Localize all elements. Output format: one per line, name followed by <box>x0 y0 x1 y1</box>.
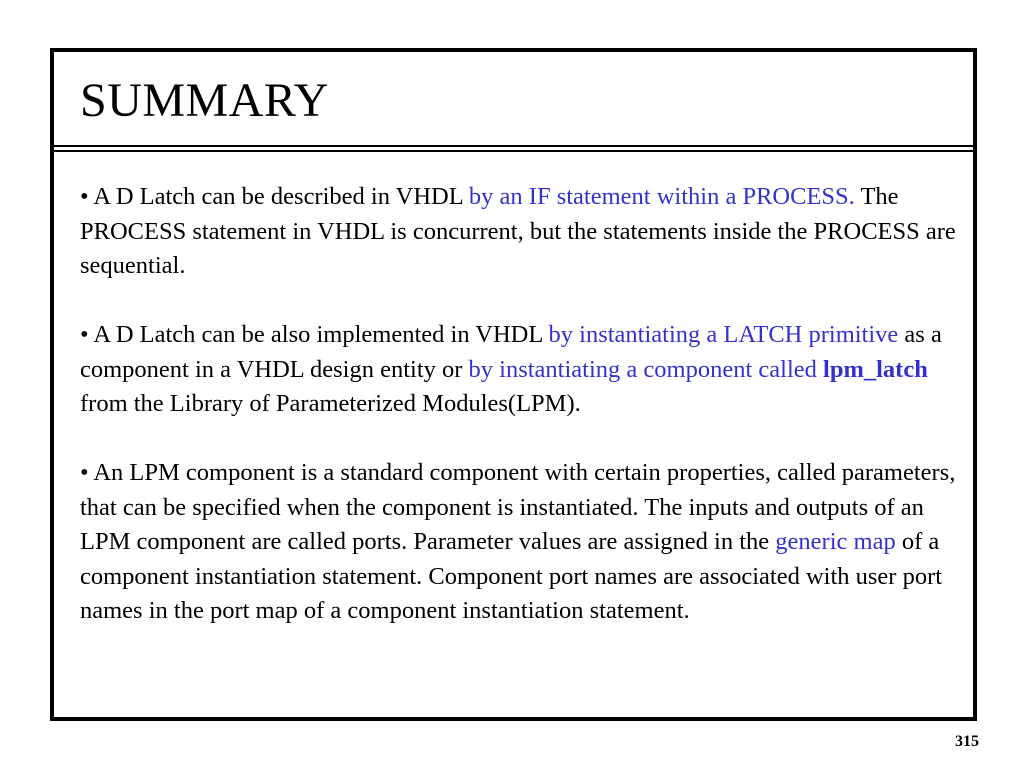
bullet-1-highlight: by an IF statement within a PROCESS. <box>468 183 855 210</box>
bullet-2-text-2: as a component in a VHDL design entity or <box>80 321 942 383</box>
slide-title: SUMMARY <box>80 74 329 127</box>
bullet-1-text: • A D Latch can be described in VHDL <box>80 183 469 210</box>
bullet-2-text-3: from the Library of Parameterized Modules(LPM). <box>80 390 581 417</box>
title-area <box>54 52 973 144</box>
page-number: 315 <box>955 733 979 750</box>
bullet-3 <box>80 456 960 629</box>
lpm-latch-term: lpm_latch <box>823 355 928 383</box>
bullet-3-text: • An LPM component is a standard component with certain properties, called parameters, that can be specified when the component is instantiated. The inputs and outputs of an LPM component are called ports. Parameter values are assigned in the <box>80 459 956 555</box>
bullet-2-text: • A D Latch can be also implemented in VHDL <box>80 321 549 348</box>
bullet-1 <box>80 180 960 284</box>
title-divider <box>54 145 973 152</box>
generic-map-term: generic map <box>775 528 896 555</box>
slide-body <box>80 180 960 663</box>
slide-frame <box>50 48 977 721</box>
bullet-2 <box>80 318 960 422</box>
bullet-1-text-2: The PROCESS statement in VHDL is concurrent, but the statements inside the PROCESS are sequential. <box>80 183 956 279</box>
bullet-2-highlight: by instantiating a LATCH primitive <box>548 321 899 348</box>
bullet-2-highlight-2: by instantiating a component called <box>468 355 824 383</box>
bullet-3-text-2: of a component instantiation statement. Component port names are associated with user port names in the port map of a component instantiation statement. <box>80 528 943 624</box>
